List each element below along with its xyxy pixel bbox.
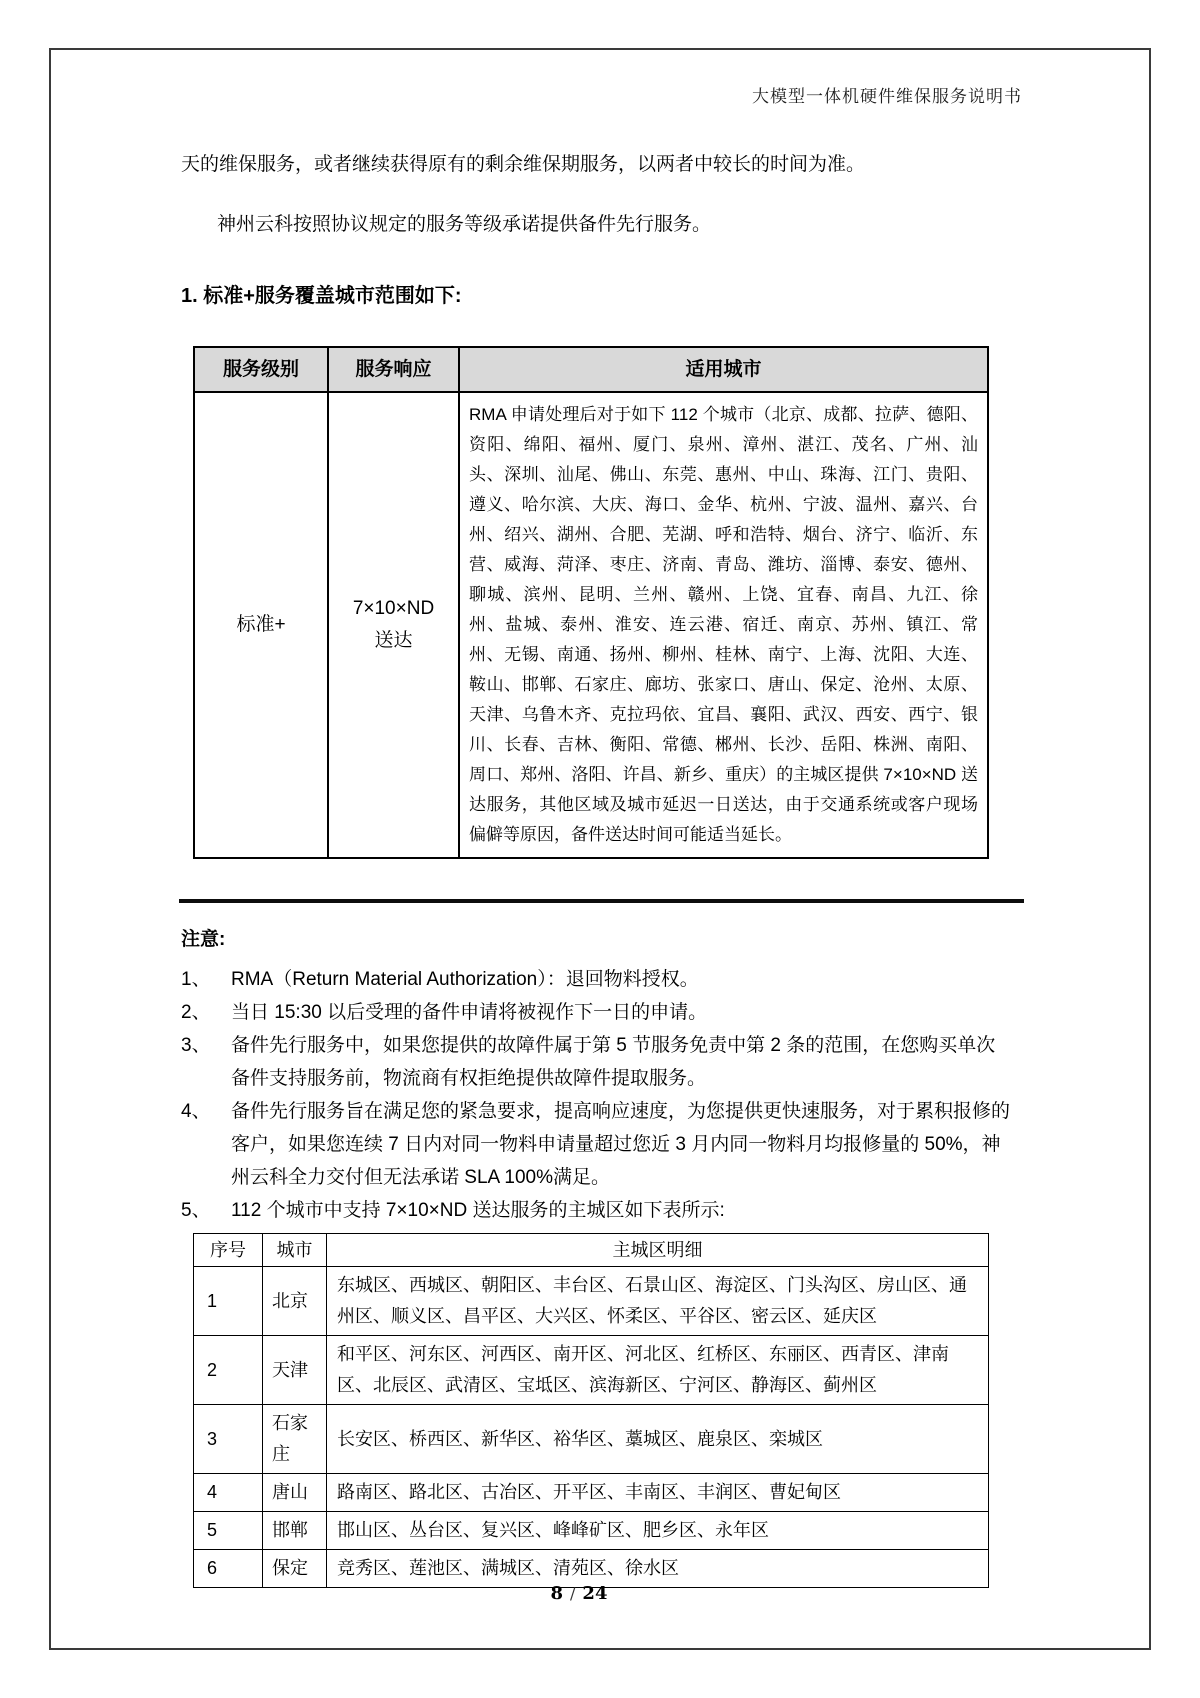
note-number: 1、 xyxy=(181,969,211,990)
note-item-3 xyxy=(181,1029,1011,1095)
row-city: 保定 xyxy=(263,1550,327,1588)
note-text: 当日 15:30 以后受理的备件申请将被视作下一日的申请。 xyxy=(231,1002,708,1023)
row-no: 3 xyxy=(194,1405,263,1474)
table-row xyxy=(194,1550,989,1588)
service-table-row xyxy=(194,392,988,858)
note-text: 备件先行服务中，如果您提供的故障件属于第 5 节服务免责中第 2 条的范围，在您购买单次备件支持服务前，物流商有权拒绝提供故障件提取服务。 xyxy=(231,1035,996,1089)
footer-page-number: 8 xyxy=(550,1583,564,1604)
note-number: 5、 xyxy=(181,1200,211,1221)
districts-header-city: 城市 xyxy=(263,1234,327,1267)
service-coverage-table xyxy=(193,346,989,859)
section-heading: 1. 标准+服务覆盖城市范围如下: xyxy=(181,285,462,307)
page-footer xyxy=(181,1583,977,1604)
service-level-cell: 标准+ xyxy=(194,392,328,858)
notes-list xyxy=(181,963,1011,1227)
service-table-header-response: 服务响应 xyxy=(328,347,459,392)
table-row xyxy=(194,1474,989,1512)
page-content xyxy=(181,148,1011,1588)
service-response-line2: 送达 xyxy=(374,630,413,651)
note-item-5 xyxy=(181,1194,1011,1227)
row-city: 唐山 xyxy=(263,1474,327,1512)
row-districts: 东城区、西城区、朝阳区、丰台区、石景山区、海淀区、门头沟区、房山区、通州区、顺义区、昌平区、大兴区、怀柔区、平谷区、密云区、延庆区 xyxy=(327,1267,989,1336)
row-districts: 和平区、河东区、河西区、南开区、河北区、红桥区、东丽区、西青区、津南区、北辰区、武清区、宝坻区、滨海新区、宁河区、静海区、蓟州区 xyxy=(327,1336,989,1405)
row-city: 北京 xyxy=(263,1267,327,1336)
note-number: 2、 xyxy=(181,1002,211,1023)
districts-header-no: 序号 xyxy=(194,1234,263,1267)
table-row xyxy=(194,1267,989,1336)
row-city: 邯郸 xyxy=(263,1512,327,1550)
note-item-4 xyxy=(181,1095,1011,1194)
row-no: 2 xyxy=(194,1336,263,1405)
row-districts: 邯山区、丛台区、复兴区、峰峰矿区、肥乡区、永年区 xyxy=(327,1512,989,1550)
districts-table xyxy=(193,1233,989,1588)
applicable-cities-cell: RMA 申请处理后对于如下 112 个城市（北京、成都、拉萨、德阳、资阳、绵阳、福州、厦门、泉州、漳州、湛江、茂名、广州、汕头、深圳、汕尾、佛山、东莞、惠州、中山、珠海、江门、贵阳、遵义、哈尔滨、大庆、海口、金华、杭州、宁波、温州、嘉兴、台州、绍兴、湖州、合肥、芜湖、呼和浩特、烟台、济宁、临沂、东营、威海、菏泽、枣庄、济南、青岛、潍坊、淄博、泰安、德州、聊城、滨州、昆明、兰州、赣州、上饶、宜春、南昌、九江、徐州、盐城、泰州、淮安、连云港、宿迁、南京、苏州、镇江、常州、无锡、南通、扬州、柳州、桂林、南宁、上海、沈阳、大连、鞍山、邯郸、石家庄、廊坊、张家口、唐山、保定、沧州、太原、天津、乌鲁木齐、克拉玛依、宜昌、襄阳、武汉、西安、西宁、银川、长春、吉林、衡阳、常德、郴州、长沙、岳阳、株洲、南阳、周口、郑州、洛阳、许昌、新乡、重庆）的主城区提供 7×10×ND 送达服务，其他区域及城市延迟一日送达，由于交通系统或客户现场偏僻等原因，备件送达时间可能适当延长。 xyxy=(459,392,988,858)
footer-total-pages: 24 xyxy=(582,1583,608,1604)
row-districts: 路南区、路北区、古冶区、开平区、丰南区、丰润区、曹妃甸区 xyxy=(327,1474,989,1512)
table-row xyxy=(194,1512,989,1550)
body-paragraph-1: 天的维保服务，或者继续获得原有的剩余维保期服务，以两者中较长的时间为准。 xyxy=(181,154,866,175)
row-no: 5 xyxy=(194,1512,263,1550)
note-number: 4、 xyxy=(181,1101,211,1122)
table-row xyxy=(194,1336,989,1405)
service-response-line1: 7×10×ND xyxy=(352,598,435,619)
horizontal-rule xyxy=(179,899,1024,903)
row-districts: 长安区、桥西区、新华区、裕华区、藁城区、鹿泉区、栾城区 xyxy=(327,1405,989,1474)
note-text: RMA（Return Material Authorization）：退回物料授权。 xyxy=(231,969,699,990)
service-table-header-level: 服务级别 xyxy=(194,347,328,392)
row-no: 6 xyxy=(194,1550,263,1588)
note-item-2 xyxy=(181,996,1011,1029)
body-paragraph-2: 神州云科按照协议规定的服务等级承诺提供备件先行服务。 xyxy=(217,214,712,235)
service-table-header-cities: 适用城市 xyxy=(459,347,988,392)
note-text: 112 个城市中支持 7×10×ND 送达服务的主城区如下表所示: xyxy=(231,1200,725,1221)
row-city: 天津 xyxy=(263,1336,327,1405)
service-table-header-row xyxy=(194,347,988,392)
note-number: 3、 xyxy=(181,1035,211,1056)
notes-heading: 注意: xyxy=(181,929,226,950)
table-row xyxy=(194,1405,989,1474)
districts-header-detail: 主城区明细 xyxy=(327,1234,989,1267)
row-districts: 竞秀区、莲池区、满城区、清苑区、徐水区 xyxy=(327,1550,989,1588)
row-no: 4 xyxy=(194,1474,263,1512)
note-text: 备件先行服务旨在满足您的紧急要求，提高响应速度，为您提供更快速服务，对于累积报修的客户，如果您连续 7 日内对同一物料申请量超过您近 3 月内同一物料月均报修量的 50%，神州云科全力交付但无法承诺 SLA 100%满足。 xyxy=(231,1101,1011,1188)
row-city: 石家庄 xyxy=(263,1405,327,1474)
districts-table-header-row xyxy=(194,1234,989,1267)
row-no: 1 xyxy=(194,1267,263,1336)
footer-separator: / xyxy=(570,1584,576,1603)
running-header-title: 大模型一体机硬件维保服务说明书 xyxy=(752,87,1022,107)
note-item-1 xyxy=(181,963,1011,996)
service-response-cell xyxy=(328,392,459,858)
